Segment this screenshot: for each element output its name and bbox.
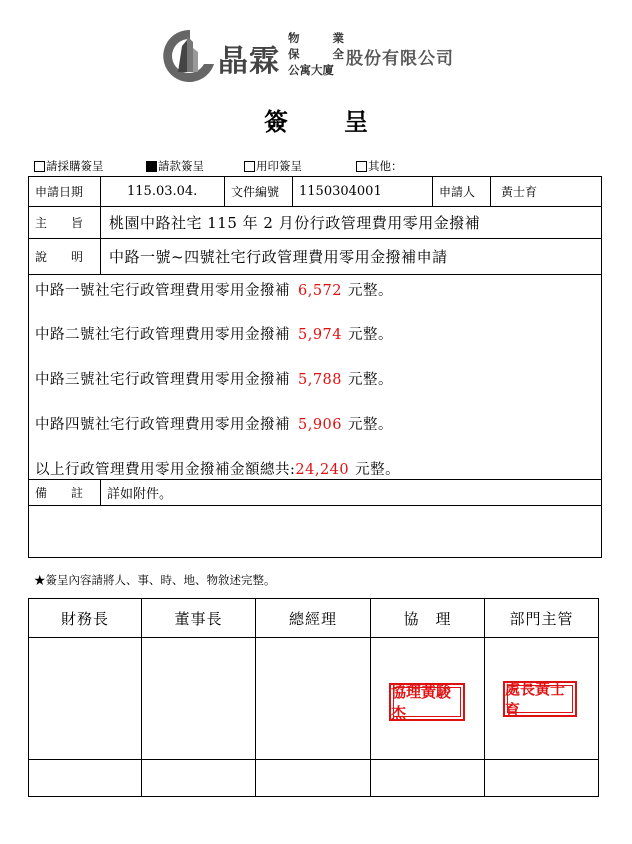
date-label: 申請日期 [29, 177, 101, 206]
request-form [28, 176, 602, 558]
approval-col-chairman [142, 599, 256, 796]
manager-seal-stamp: 處長黃士育 [503, 681, 577, 717]
checkbox-icon[interactable] [244, 161, 255, 172]
logo-tagline: 物 業 保 全 公寓大廈 [288, 31, 344, 77]
approval-header: 總經理 [288, 609, 337, 628]
vp-seal-stamp: 協理黃駿杰 [389, 683, 465, 721]
date-value: 115.03.04. [101, 177, 225, 206]
applicant-value: 黃士育 [501, 185, 538, 199]
checkbox-icon[interactable] [34, 161, 45, 172]
approval-table [28, 598, 599, 797]
checkbox-purchase[interactable]: 請採購簽呈 [34, 158, 104, 174]
amount-value: 5,788 [298, 372, 343, 388]
total-line: 以上行政管理費用零用金撥補金額總共:24,240 元整。 [35, 462, 401, 478]
form-row-remark [29, 479, 601, 505]
building-logo-icon [160, 26, 218, 82]
remark-value: 詳如附件。 [107, 487, 173, 502]
approval-header: 協 理 [403, 609, 452, 628]
form-row-subject [29, 207, 601, 239]
approval-col-gm [256, 599, 371, 796]
amount-line: 中路一號社宅行政管理費用零用金撥補 6,572 元整。 [35, 283, 394, 299]
checkbox-icon[interactable] [356, 161, 367, 172]
logo-brand-text: 晶霖 [218, 44, 280, 79]
checkbox-seal[interactable]: 用印簽呈 [244, 158, 302, 174]
subject-label: 主 旨 [29, 207, 101, 238]
total-amount: 24,240 [295, 462, 350, 478]
amount-line: 中路四號社宅行政管理費用零用金撥補 5,906 元整。 [35, 417, 394, 433]
description-value: 中路一號~四號社宅行政管理費用零用金撥補申請 [109, 248, 448, 266]
approval-header: 部門主管 [509, 609, 574, 628]
amount-line: 中路三號社宅行政管理費用零用金撥補 5,788 元整。 [35, 372, 394, 388]
applicant-label: 申請人 [433, 177, 491, 206]
approval-header: 財務長 [60, 609, 109, 628]
approval-header: 董事長 [174, 609, 223, 628]
checkbox-payment[interactable]: 請款簽呈 [146, 158, 204, 174]
subject-value: 桃園中路社宅 115 年 2 月份行政管理費用零用金撥補 [109, 214, 481, 232]
approval-col-cfo [29, 599, 142, 796]
description-label: 說 明 [29, 239, 101, 274]
amount-value: 6,572 [298, 283, 343, 299]
company-logo [160, 26, 480, 86]
remark-divider [29, 505, 601, 506]
form-row-description [29, 239, 601, 275]
checkbox-other[interactable]: 其他： [356, 158, 403, 174]
docno-label: 文件編號 [225, 177, 293, 206]
remark-label: 備 註 [29, 480, 101, 505]
amount-value: 5,974 [298, 327, 343, 343]
docno-value: 1150304001 [293, 177, 433, 206]
approval-col-vp [371, 599, 485, 796]
amount-line: 中路二號社宅行政管理費用零用金撥補 5,974 元整。 [35, 327, 394, 343]
request-type-checkboxes [34, 158, 594, 174]
company-suffix: 股份有限公司 [346, 49, 454, 69]
checkbox-checked-icon[interactable] [146, 161, 157, 172]
amount-value: 5,906 [298, 417, 343, 433]
document-title: 簽呈 [264, 107, 424, 136]
form-row-meta [29, 177, 601, 207]
instruction-note: ★簽呈內容請將人、事、時、地、物敘述完整。 [34, 573, 276, 587]
approval-col-manager [485, 599, 598, 796]
